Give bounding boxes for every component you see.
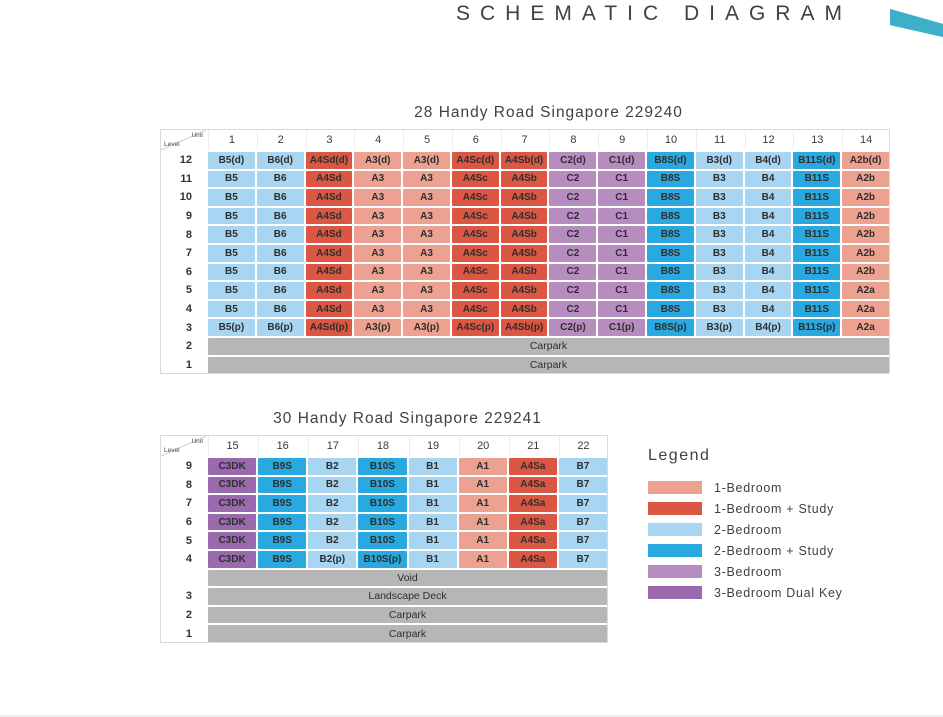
- unit-cell: A3: [354, 245, 401, 262]
- unit-cell: A2b: [842, 245, 889, 262]
- unit-column-header: 12: [745, 130, 792, 150]
- unit-level-corner-cell: [161, 436, 206, 456]
- unit-cell: B7: [559, 551, 607, 568]
- level-label: 3: [161, 319, 206, 336]
- unit-cell: B2: [308, 532, 356, 549]
- floor-span-cell: Void: [208, 570, 607, 587]
- unit-cell: C3DK: [208, 514, 256, 531]
- unit-cell: A4Sb: [501, 171, 548, 188]
- unit-cell: A4Sa: [509, 458, 557, 475]
- unit-cell: A1: [459, 495, 507, 512]
- unit-cell: C1(d): [598, 152, 645, 169]
- unit-cell: B3: [696, 264, 743, 281]
- unit-cell: B7: [559, 495, 607, 512]
- unit-cell: A3: [403, 245, 450, 262]
- unit-cell: A4Sc(d): [452, 152, 499, 169]
- legend-item: [648, 481, 843, 494]
- level-label: 7: [161, 245, 206, 262]
- unit-cell: A4Sb(d): [501, 152, 548, 169]
- level-label: 10: [161, 189, 206, 206]
- unit-cell: A3(p): [354, 319, 401, 336]
- unit-cell: B9S: [258, 514, 306, 531]
- unit-column-header: 5: [403, 130, 450, 150]
- level-label: 12: [161, 152, 206, 169]
- unit-cell: B8S: [647, 282, 694, 299]
- unit-cell: A2b: [842, 208, 889, 225]
- unit-cell: C3DK: [208, 477, 256, 494]
- unit-cell: B4(d): [745, 152, 792, 169]
- legend-item-label: 3-Bedroom Dual Key: [714, 585, 843, 600]
- unit-cell: A4Sa: [509, 495, 557, 512]
- unit-cell: B7: [559, 514, 607, 531]
- legend-item-label: 2-Bedroom + Study: [714, 543, 834, 558]
- unit-cell: B11S(d): [793, 152, 840, 169]
- unit-cell: B5: [208, 226, 255, 243]
- unit-cell: C3DK: [208, 458, 256, 475]
- unit-cell: B9S: [258, 495, 306, 512]
- unit-cell: B2(p): [308, 551, 356, 568]
- unit-cell: B10S: [358, 532, 406, 549]
- unit-cell: C1: [598, 245, 645, 262]
- unit-cell: B4: [745, 301, 792, 318]
- unit-cell: B4: [745, 208, 792, 225]
- level-label: 3: [161, 588, 206, 605]
- unit-cell: B8S: [647, 208, 694, 225]
- teal-ribbon-decoration: [890, 8, 943, 38]
- unit-cell: B2: [308, 458, 356, 475]
- unit-cell: A3: [403, 264, 450, 281]
- unit-cell: C2: [549, 264, 596, 281]
- corner-unit-label: Unit: [191, 132, 203, 139]
- unit-cell: A4Sc: [452, 264, 499, 281]
- unit-cell: B3: [696, 282, 743, 299]
- unit-cell: B6: [257, 301, 304, 318]
- unit-cell: A4Sb: [501, 189, 548, 206]
- unit-column-header: 6: [452, 130, 499, 150]
- unit-cell: B5: [208, 245, 255, 262]
- unit-cell: A3: [354, 208, 401, 225]
- schematic-grid-30: [160, 435, 608, 643]
- unit-cell: B11S: [793, 301, 840, 318]
- unit-cell: B11S: [793, 264, 840, 281]
- legend-item: [648, 544, 843, 557]
- unit-column-header: 19: [409, 436, 457, 456]
- unit-cell: A3: [354, 226, 401, 243]
- unit-cell: A1: [459, 514, 507, 531]
- unit-cell: B5: [208, 264, 255, 281]
- level-label: 4: [161, 551, 206, 568]
- unit-cell: A4Sd(p): [306, 319, 353, 336]
- floor-span-cell: Carpark: [208, 357, 889, 374]
- unit-cell: C2: [549, 226, 596, 243]
- legend-item: [648, 565, 843, 578]
- unit-cell: B7: [559, 532, 607, 549]
- unit-cell: A2b: [842, 189, 889, 206]
- unit-cell: B6: [257, 264, 304, 281]
- level-label: 5: [161, 532, 206, 549]
- unit-column-header: 2: [257, 130, 304, 150]
- legend-item: [648, 502, 843, 515]
- unit-cell: A4Sc: [452, 208, 499, 225]
- building-28-title: 28 Handy Road Singapore 229240: [414, 104, 683, 121]
- 1brs-legend-swatch: [648, 502, 702, 515]
- unit-cell: B4: [745, 282, 792, 299]
- legend-item-label: 1-Bedroom + Study: [714, 501, 834, 516]
- building-30-title: 30 Handy Road Singapore 229241: [273, 410, 542, 427]
- unit-cell: B5: [208, 282, 255, 299]
- unit-cell: B6: [257, 282, 304, 299]
- unit-cell: A3: [354, 301, 401, 318]
- unit-cell: C1: [598, 171, 645, 188]
- unit-cell: A2b(d): [842, 152, 889, 169]
- corner-level-label: Level: [164, 141, 180, 148]
- unit-cell: A4Sd: [306, 208, 353, 225]
- unit-cell: B3(p): [696, 319, 743, 336]
- unit-cell: B10S: [358, 477, 406, 494]
- unit-cell: A3: [354, 282, 401, 299]
- unit-cell: A3: [354, 264, 401, 281]
- unit-cell: B10S: [358, 514, 406, 531]
- unit-column-header: 11: [696, 130, 743, 150]
- unit-cell: B1: [409, 532, 457, 549]
- unit-cell: B3: [696, 189, 743, 206]
- unit-cell: A4Sb: [501, 264, 548, 281]
- unit-level-corner-cell: [161, 130, 206, 150]
- unit-cell: A4Sc(p): [452, 319, 499, 336]
- unit-cell: A4Sb: [501, 208, 548, 225]
- unit-cell: B3: [696, 301, 743, 318]
- unit-cell: B1: [409, 514, 457, 531]
- unit-cell: B11S: [793, 282, 840, 299]
- unit-column-header: 21: [509, 436, 557, 456]
- legend-item: [648, 586, 843, 599]
- unit-cell: B5: [208, 301, 255, 318]
- legend-item-label: 2-Bedroom: [714, 522, 783, 537]
- unit-cell: A2a: [842, 319, 889, 336]
- unit-cell: B11S: [793, 171, 840, 188]
- unit-cell: B1: [409, 495, 457, 512]
- unit-cell: B2: [308, 495, 356, 512]
- page-title: SCHEMATIC DIAGRAM: [456, 2, 852, 25]
- legend-items: [648, 481, 843, 599]
- unit-cell: C2: [549, 189, 596, 206]
- unit-cell: A3(d): [354, 152, 401, 169]
- unit-cell: A3: [403, 282, 450, 299]
- unit-cell: B1: [409, 551, 457, 568]
- schematic-grid-28: [160, 129, 890, 374]
- unit-cell: B2: [308, 514, 356, 531]
- floor-span-cell: Carpark: [208, 625, 607, 642]
- corner-unit-label: Unit: [191, 438, 203, 445]
- unit-cell: B9S: [258, 551, 306, 568]
- unit-cell: B11S(p): [793, 319, 840, 336]
- unit-cell: A4Sb: [501, 226, 548, 243]
- unit-cell: A4Sc: [452, 171, 499, 188]
- unit-cell: B8S(d): [647, 152, 694, 169]
- 2br-legend-swatch: [648, 523, 702, 536]
- unit-cell: B6: [257, 245, 304, 262]
- building-30-section: [160, 410, 608, 643]
- unit-cell: B9S: [258, 532, 306, 549]
- unit-cell: C2: [549, 301, 596, 318]
- unit-cell: A4Sd: [306, 171, 353, 188]
- unit-cell: A1: [459, 532, 507, 549]
- unit-cell: B5(d): [208, 152, 255, 169]
- unit-column-header: 1: [208, 130, 255, 150]
- unit-cell: A4Sd: [306, 301, 353, 318]
- unit-cell: B11S: [793, 208, 840, 225]
- unit-cell: A3: [354, 189, 401, 206]
- unit-cell: B5: [208, 189, 255, 206]
- unit-cell: B6: [257, 226, 304, 243]
- unit-cell: A4Sd: [306, 245, 353, 262]
- unit-cell: A3: [403, 226, 450, 243]
- unit-cell: B10S: [358, 495, 406, 512]
- unit-cell: A4Sa: [509, 514, 557, 531]
- unit-cell: B1: [409, 458, 457, 475]
- unit-column-header: 18: [358, 436, 406, 456]
- unit-cell: B8S: [647, 301, 694, 318]
- unit-cell: B7: [559, 477, 607, 494]
- unit-cell: A2a: [842, 301, 889, 318]
- unit-cell: A4Sd: [306, 189, 353, 206]
- unit-cell: A1: [459, 477, 507, 494]
- unit-cell: B3: [696, 208, 743, 225]
- unit-column-header: 7: [501, 130, 548, 150]
- unit-cell: B9S: [258, 458, 306, 475]
- unit-cell: B6: [257, 189, 304, 206]
- unit-cell: A4Sa: [509, 532, 557, 549]
- level-label: 8: [161, 226, 206, 243]
- unit-cell: A4Sb: [501, 301, 548, 318]
- unit-cell: C3DK: [208, 551, 256, 568]
- 1br-legend-swatch: [648, 481, 702, 494]
- unit-column-header: 10: [647, 130, 694, 150]
- unit-cell: A1: [459, 551, 507, 568]
- unit-cell: A4Sb(p): [501, 319, 548, 336]
- unit-cell: B8S(p): [647, 319, 694, 336]
- floor-span-cell: Landscape Deck: [208, 588, 607, 605]
- unit-cell: B2: [308, 477, 356, 494]
- unit-cell: B10S: [358, 458, 406, 475]
- unit-cell: C3DK: [208, 532, 256, 549]
- unit-cell: A4Sd: [306, 282, 353, 299]
- unit-cell: A2b: [842, 226, 889, 243]
- level-label: 9: [161, 208, 206, 225]
- level-label: 9: [161, 458, 206, 475]
- 3dk-legend-swatch: [648, 586, 702, 599]
- unit-cell: A2a: [842, 282, 889, 299]
- unit-cell: C1: [598, 226, 645, 243]
- unit-cell: B4: [745, 245, 792, 262]
- unit-cell: B8S: [647, 226, 694, 243]
- unit-cell: B6: [257, 171, 304, 188]
- unit-cell: B4: [745, 171, 792, 188]
- unit-cell: B4: [745, 189, 792, 206]
- unit-cell: B3: [696, 226, 743, 243]
- unit-cell: A2b: [842, 171, 889, 188]
- unit-cell: A3: [403, 208, 450, 225]
- unit-cell: B1: [409, 477, 457, 494]
- unit-cell: B9S: [258, 477, 306, 494]
- unit-cell: A4Sb: [501, 282, 548, 299]
- unit-cell: A4Sa: [509, 477, 557, 494]
- level-label: 7: [161, 495, 206, 512]
- 2brs-legend-swatch: [648, 544, 702, 557]
- unit-column-header: 4: [354, 130, 401, 150]
- floor-span-cell: Carpark: [208, 607, 607, 624]
- unit-cell: B3: [696, 245, 743, 262]
- unit-cell: A4Sd(d): [306, 152, 353, 169]
- unit-cell: B11S: [793, 189, 840, 206]
- level-label: 11: [161, 171, 206, 188]
- unit-cell: A4Sc: [452, 189, 499, 206]
- unit-cell: C2: [549, 208, 596, 225]
- unit-column-header: 13: [793, 130, 840, 150]
- legend-item-label: 1-Bedroom: [714, 480, 783, 495]
- level-label: 2: [161, 607, 206, 624]
- 3br-legend-swatch: [648, 565, 702, 578]
- unit-cell: B8S: [647, 245, 694, 262]
- unit-cell: A3: [403, 189, 450, 206]
- unit-cell: A4Sa: [509, 551, 557, 568]
- unit-cell: B3: [696, 171, 743, 188]
- unit-cell: A1: [459, 458, 507, 475]
- unit-column-header: 17: [308, 436, 356, 456]
- unit-cell: A3: [354, 171, 401, 188]
- corner-level-label: Level: [164, 447, 180, 454]
- level-label: 2: [161, 338, 206, 355]
- level-label: [161, 570, 206, 587]
- unit-cell: C2(p): [549, 319, 596, 336]
- level-label: 6: [161, 514, 206, 531]
- unit-column-header: 3: [306, 130, 353, 150]
- unit-cell: C1: [598, 208, 645, 225]
- unit-cell: B11S: [793, 245, 840, 262]
- unit-cell: B5(p): [208, 319, 255, 336]
- unit-cell: B8S: [647, 264, 694, 281]
- unit-cell: A4Sc: [452, 226, 499, 243]
- unit-cell: B8S: [647, 189, 694, 206]
- unit-cell: A4Sd: [306, 264, 353, 281]
- unit-cell: B4(p): [745, 319, 792, 336]
- floor-span-cell: Carpark: [208, 338, 889, 355]
- unit-cell: B6(p): [257, 319, 304, 336]
- unit-cell: C2(d): [549, 152, 596, 169]
- unit-cell: B6(d): [257, 152, 304, 169]
- level-label: 6: [161, 264, 206, 281]
- legend-item: [648, 523, 843, 536]
- unit-cell: C2: [549, 171, 596, 188]
- unit-cell: C1: [598, 282, 645, 299]
- unit-cell: A4Sd: [306, 226, 353, 243]
- unit-cell: A3: [403, 171, 450, 188]
- unit-column-header: 8: [549, 130, 596, 150]
- unit-cell: B11S: [793, 226, 840, 243]
- unit-cell: B4: [745, 264, 792, 281]
- unit-column-header: 14: [842, 130, 889, 150]
- unit-cell: A3(p): [403, 319, 450, 336]
- unit-cell: B10S(p): [358, 551, 406, 568]
- unit-cell: A4Sc: [452, 282, 499, 299]
- building-28-section: [160, 104, 890, 374]
- unit-cell: B8S: [647, 171, 694, 188]
- unit-cell: C2: [549, 282, 596, 299]
- unit-cell: A4Sc: [452, 245, 499, 262]
- unit-column-header: 9: [598, 130, 645, 150]
- unit-cell: A4Sc: [452, 301, 499, 318]
- legend: [648, 447, 843, 607]
- unit-cell: C3DK: [208, 495, 256, 512]
- unit-cell: A4Sb: [501, 245, 548, 262]
- level-label: 8: [161, 477, 206, 494]
- unit-cell: B7: [559, 458, 607, 475]
- unit-cell: B3(d): [696, 152, 743, 169]
- legend-title: Legend: [648, 447, 711, 464]
- level-label: 1: [161, 357, 206, 374]
- unit-cell: C1: [598, 189, 645, 206]
- unit-cell: B6: [257, 208, 304, 225]
- unit-cell: A3(d): [403, 152, 450, 169]
- level-label: 1: [161, 625, 206, 642]
- legend-item-label: 3-Bedroom: [714, 564, 783, 579]
- unit-column-header: 15: [208, 436, 256, 456]
- unit-column-header: 16: [258, 436, 306, 456]
- level-label: 5: [161, 282, 206, 299]
- unit-cell: C2: [549, 245, 596, 262]
- unit-cell: C1: [598, 264, 645, 281]
- unit-cell: B5: [208, 171, 255, 188]
- unit-cell: C1(p): [598, 319, 645, 336]
- unit-cell: A3: [403, 301, 450, 318]
- level-label: 4: [161, 301, 206, 318]
- unit-column-header: 22: [559, 436, 607, 456]
- unit-cell: C1: [598, 301, 645, 318]
- unit-column-header: 20: [459, 436, 507, 456]
- unit-cell: B5: [208, 208, 255, 225]
- unit-cell: A2b: [842, 264, 889, 281]
- unit-cell: B4: [745, 226, 792, 243]
